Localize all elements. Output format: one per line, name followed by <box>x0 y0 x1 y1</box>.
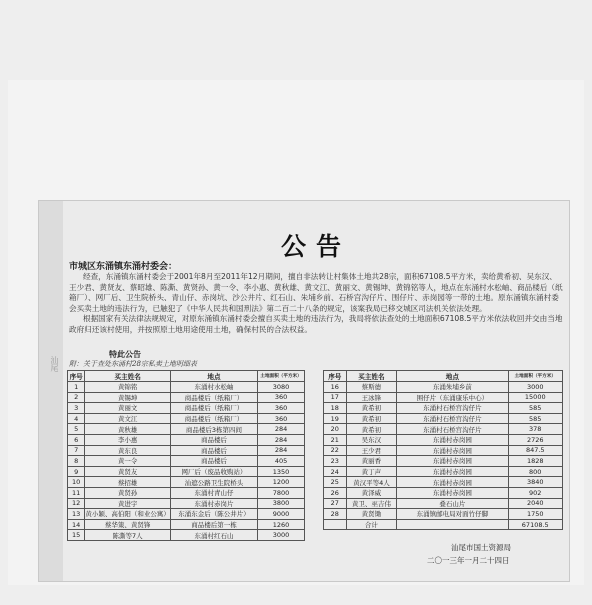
header-no: 序号 <box>68 371 85 382</box>
header-area: 土地面积（平方米） <box>258 371 305 382</box>
cell-no: 14 <box>68 519 85 530</box>
cell-no: 6 <box>68 434 85 445</box>
table-row <box>68 498 305 509</box>
cell-place: 商品楼后第一栋 <box>170 519 257 530</box>
cell-place: 东涌镇邮电局对面竹仔脚 <box>397 509 508 520</box>
cell-area: 284 <box>258 434 305 445</box>
cell-area: 585 <box>508 403 563 414</box>
cell-place: 东涌村赤岗片 <box>170 498 257 509</box>
cell-no: 26 <box>324 487 347 498</box>
cell-place: 东涌村水松岫 <box>170 382 257 393</box>
table-row <box>324 382 563 393</box>
notice-recipient: 市城区东涌镇东涌村委会： <box>69 262 178 272</box>
table-row <box>324 487 563 498</box>
cell-no: 1 <box>68 382 85 393</box>
cell-area: 1750 <box>508 509 563 520</box>
cell-place: 围仔片（东涌康乐中心） <box>397 392 508 403</box>
table-row <box>68 509 305 520</box>
notice-paragraph-1: 经查，东涌镇东涌村委会于2001年8月至2011年12月期间，擅自非法转让村集体土地共28宗，面积67108.5平方米，卖给黄希初、吴东汉、王少君、黄贤友、蔡昭雄、陈澌、黄贤孙、黄一令、李小惠、黄秋雄、黄文江、黄丽文、黄锡坤、黄锦铭等人，地点在东涌村水松岫、商品楼后（纸箱厂）、网厂后、卫生院桥头、青山仔、赤岗坑、沙公井片、红石山、朱埔乡前、石桥宫沟仔片、围仔片、赤岗园等一带的土地。原东涌镇东涌村委会买卖土地的违法行为，已触犯了《中华人民共和国刑法》第二百二十八条的规定，该案我局已移交城区司法机关依法处理。 <box>69 272 563 313</box>
cell-area: 585 <box>508 413 563 424</box>
header-name: 买主姓名 <box>85 371 171 382</box>
cell-place: 商品楼后3栋第四间 <box>170 424 257 435</box>
cell-no: 9 <box>68 466 85 477</box>
cell-area: 360 <box>258 392 305 403</box>
notice-body <box>69 272 563 336</box>
cell-area: 800 <box>508 466 563 477</box>
newspaper-sheet <box>8 80 584 585</box>
table-row <box>324 434 563 445</box>
cell-place: 叠石山片 <box>397 498 508 509</box>
cell-name: 黄希初 <box>346 403 397 414</box>
cell-area: 9000 <box>258 509 305 520</box>
table-row <box>68 477 305 488</box>
notice-title: 公告 <box>280 232 351 261</box>
header-no: 序号 <box>324 371 347 382</box>
cell-place <box>397 519 508 530</box>
cell-place: 东涌朱埔乡前 <box>397 382 508 393</box>
table-row <box>68 487 305 498</box>
header-place: 地点 <box>170 371 257 382</box>
cell-place: 东涌村石桥宫沟仔片 <box>397 424 508 435</box>
cell-name: 黄秋雄 <box>85 424 171 435</box>
cell-name: 陈澌等7人 <box>85 530 171 541</box>
table-header-row <box>68 371 305 382</box>
cell-no: 20 <box>324 424 347 435</box>
table-row <box>324 403 563 414</box>
cell-no: 12 <box>68 498 85 509</box>
cell-place: 东涌村赤岗园 <box>397 487 508 498</box>
cell-name: 黄小颖、高伯阳（和业公寓） <box>85 510 170 519</box>
cell-area: 3840 <box>508 477 563 488</box>
cell-place: 汕遮公路卫生院桥头 <box>170 477 257 488</box>
cell-name: 黄锦铭 <box>85 382 171 393</box>
cell-area: 1350 <box>258 466 305 477</box>
cell-no: 19 <box>324 413 347 424</box>
land-table-left <box>67 370 305 541</box>
cell-area: 3080 <box>258 382 305 393</box>
cell-name: 黄进宇 <box>85 498 171 509</box>
table-row <box>68 445 305 456</box>
cell-name: 黄汉平等4人 <box>346 477 397 488</box>
cell-area: 847.5 <box>508 445 563 456</box>
cell-no: 4 <box>68 413 85 424</box>
cell-area: 7800 <box>258 487 305 498</box>
cell-no: 28 <box>324 509 347 520</box>
table-row <box>68 434 305 445</box>
cell-area: 284 <box>258 445 305 456</box>
cell-no: 27 <box>324 498 347 509</box>
cell-place: 商品楼后 <box>170 434 257 445</box>
cell-name: 黄卫、巫吉伟 <box>346 498 397 509</box>
cell-area: 1828 <box>508 456 563 467</box>
cell-name: 吴东汉 <box>346 434 397 445</box>
cell-no: 17 <box>324 392 347 403</box>
cell-no: 25 <box>324 477 347 488</box>
cell-name: 黄文江 <box>85 413 171 424</box>
issue-date: 二〇一三年一月二十四日 <box>427 556 510 565</box>
cell-no: 10 <box>68 477 85 488</box>
paper-margin <box>39 201 63 581</box>
cell-name: 王少君 <box>346 445 397 456</box>
cell-no: 22 <box>324 445 347 456</box>
cell-place: 东涌村红石山 <box>170 530 257 541</box>
cell-place: 东涌东金后（陈公井片） <box>170 509 257 520</box>
cell-name: 黄丽香 <box>346 456 397 467</box>
edge-text: 汕尾 <box>50 356 59 372</box>
cell-place: 网厂后（废品收购站） <box>170 466 257 477</box>
cell-place: 东涌村赤岗园 <box>397 445 508 456</box>
cell-place: 东涌村青山仔 <box>170 487 257 498</box>
header-area: 土地面积（平方米） <box>508 371 563 382</box>
cell-place: 商品楼后（纸箱厂） <box>170 413 257 424</box>
cell-no <box>324 519 347 530</box>
cell-name: 黄贤友 <box>85 466 171 477</box>
cell-name: 黄希初 <box>346 424 397 435</box>
cell-area: 3000 <box>508 382 563 393</box>
cell-name: 黄希初 <box>346 413 397 424</box>
cell-area: 360 <box>258 403 305 414</box>
cell-area: 378 <box>508 424 563 435</box>
table-row <box>68 413 305 424</box>
cell-name: 王冰锋 <box>346 392 397 403</box>
table-row <box>68 456 305 467</box>
table-row <box>324 445 563 456</box>
cell-name: 李小惠 <box>85 434 171 445</box>
table-row <box>324 498 563 509</box>
cell-area: 67108.5 <box>508 519 563 530</box>
table-row <box>68 530 305 541</box>
cell-area: 360 <box>258 413 305 424</box>
table-row <box>324 519 563 530</box>
cell-no: 18 <box>324 403 347 414</box>
table-row <box>68 382 305 393</box>
cell-area: 405 <box>258 456 305 467</box>
cell-no: 16 <box>324 382 347 393</box>
table-row <box>68 424 305 435</box>
cell-no: 5 <box>68 424 85 435</box>
cell-area: 1200 <box>258 477 305 488</box>
cell-name: 黄贤锄 <box>346 509 397 520</box>
notice-paragraph-2: 根据国家有关法律法规规定，对原东涌镇东涌村委会擅自买卖土地的违法行为，我局将依法查处的土地面积67108.5平方米依法收回并交由当地政府归还该村使用，并按照原土地用途使用土地，确保村民的合法权益。 <box>69 314 563 334</box>
cell-no: 8 <box>68 456 85 467</box>
table-row <box>68 392 305 403</box>
cell-area: 2726 <box>508 434 563 445</box>
cell-area: 3000 <box>258 530 305 541</box>
cell-no: 7 <box>68 445 85 456</box>
cell-area: 3800 <box>258 498 305 509</box>
cell-area: 2040 <box>508 498 563 509</box>
cell-no: 24 <box>324 466 347 477</box>
notice-clipping <box>38 200 570 582</box>
cell-area: 1260 <box>258 519 305 530</box>
table-row <box>324 456 563 467</box>
cell-name: 黄贤孙 <box>85 487 171 498</box>
cell-name: 黄一令 <box>85 456 171 467</box>
table-row <box>324 413 563 424</box>
issuer-name: 汕尾市国土资源局 <box>451 543 511 552</box>
cell-place: 东涌村石桥宫沟仔片 <box>397 413 508 424</box>
table-row <box>68 466 305 477</box>
cell-name: 黄丽文 <box>85 403 171 414</box>
cell-name: 蔡华策、黄贤锋 <box>85 519 171 530</box>
table-row <box>324 392 563 403</box>
cell-no: 23 <box>324 456 347 467</box>
cell-name: 黄丁声 <box>346 466 397 477</box>
cell-place: 东涌村赤岗园 <box>397 456 508 467</box>
table-row <box>68 519 305 530</box>
cell-place: 商品楼后（纸箱厂） <box>170 403 257 414</box>
cell-area: 284 <box>258 424 305 435</box>
notice-content <box>67 207 565 577</box>
table-row <box>324 477 563 488</box>
cell-place: 东涌村赤岗园 <box>397 477 508 488</box>
cell-no: 15 <box>68 530 85 541</box>
table-header-row <box>324 371 563 382</box>
header-name: 买主姓名 <box>346 371 397 382</box>
cell-no: 11 <box>68 487 85 498</box>
cell-area: 15000 <box>508 392 563 403</box>
cell-area: 902 <box>508 487 563 498</box>
cell-place: 东涌村石桥宫沟仔片 <box>397 403 508 414</box>
land-table-right <box>323 370 563 530</box>
table-row <box>324 466 563 477</box>
header-place: 地点 <box>397 371 508 382</box>
table-row <box>324 509 563 520</box>
cell-no: 2 <box>68 392 85 403</box>
cell-place: 东涌村赤岗园 <box>397 434 508 445</box>
cell-name: 黄泽威 <box>346 487 397 498</box>
cell-name: 合计 <box>346 519 397 530</box>
cell-name: 蔡斯德 <box>346 382 397 393</box>
table-row <box>68 403 305 414</box>
cell-place: 商品楼后 <box>170 456 257 467</box>
table-caption: 附：关于查处东涌村28宗私卖土地明细表 <box>69 360 197 368</box>
table-row <box>324 424 563 435</box>
cell-place: 商品楼后 <box>170 445 257 456</box>
cell-name: 黄锡坤 <box>85 392 171 403</box>
cell-name: 黄东良 <box>85 445 171 456</box>
cell-no: 13 <box>68 509 85 520</box>
cell-place: 东涌村赤岗园 <box>397 466 508 477</box>
cell-place: 商品楼后（纸箱厂） <box>170 392 257 403</box>
cell-name: 蔡招雄 <box>85 477 171 488</box>
cell-no: 3 <box>68 403 85 414</box>
cell-no: 21 <box>324 434 347 445</box>
special-notice: 特此公告 <box>109 350 141 359</box>
